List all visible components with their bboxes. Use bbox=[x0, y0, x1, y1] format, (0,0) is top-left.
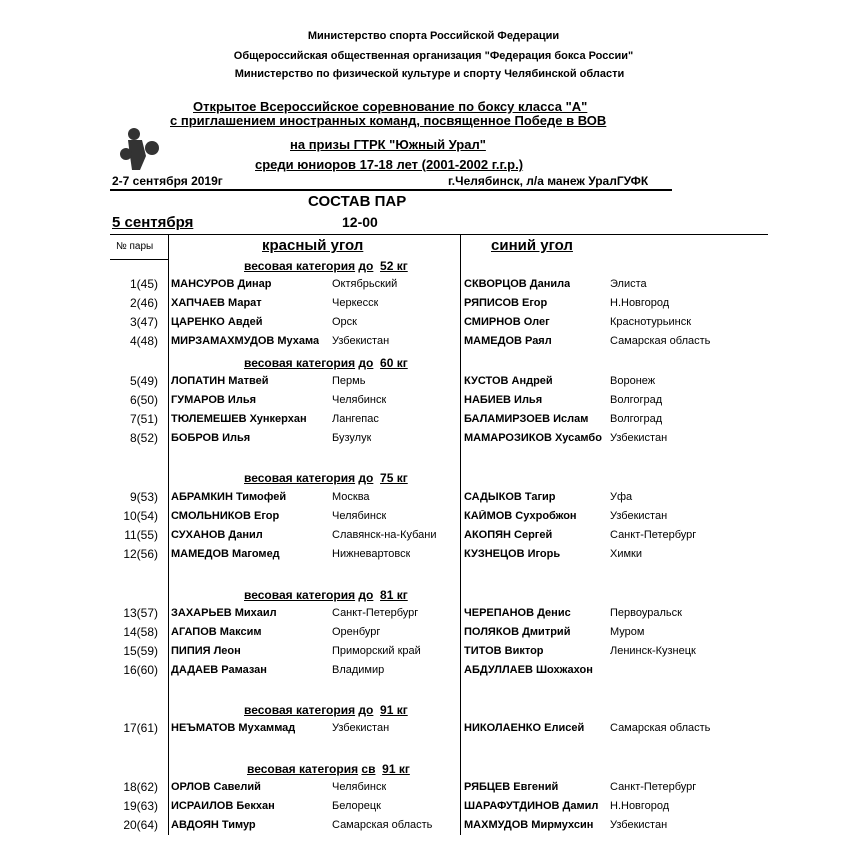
pair-number: 1(45) bbox=[129, 277, 158, 291]
blue-boxer-city: Уфа bbox=[610, 491, 633, 503]
blue-boxer-city: Элиста bbox=[610, 278, 647, 290]
pair-number: 9(53) bbox=[129, 490, 158, 504]
blue-boxer-city: Воронеж bbox=[610, 375, 656, 387]
blue-boxer-name: СКВОРЦОВ Данила bbox=[464, 278, 571, 290]
pair-number: 18(62) bbox=[123, 780, 158, 794]
blue-boxer-city: Муром bbox=[610, 626, 645, 638]
red-boxer-city: Белорецк bbox=[332, 800, 381, 812]
red-boxer-name: МИРЗАМАХМУДОВ Мухама bbox=[171, 335, 320, 347]
red-boxer-name: ЦАРЕНКО Авдей bbox=[171, 316, 263, 328]
category-qualifier: до bbox=[358, 703, 374, 717]
category-qualifier: св bbox=[361, 762, 376, 776]
red-boxer-city: Октябрьский bbox=[332, 278, 398, 290]
red-boxer-name: ХАПЧАЕВ Марат bbox=[171, 297, 262, 309]
blue-boxer-name: ТИТОВ Виктор bbox=[464, 645, 544, 657]
weight-category-header bbox=[244, 259, 408, 273]
red-boxer-city: Славянск-на-Кубани bbox=[332, 529, 437, 541]
red-boxer-name: ЗАХАРЬЕВ Михаил bbox=[171, 607, 277, 619]
red-boxer-city: Санкт-Петербург bbox=[332, 607, 419, 619]
red-boxer-name: АБРАМКИН Тимофей bbox=[171, 491, 287, 503]
blue-boxer-name: РЯБЦЕВ Евгений bbox=[464, 781, 559, 793]
blue-boxer-name: НИКОЛАЕНКО Елисей bbox=[464, 722, 585, 734]
regional-ministry-line: Министерство по физической культуре и спорту Челябинской области bbox=[234, 68, 625, 80]
pair-number: 8(52) bbox=[129, 431, 158, 445]
blue-boxer-name: АКОПЯН Сергей bbox=[464, 529, 553, 541]
blue-boxer-name: СМИРНОВ Олег bbox=[464, 316, 550, 328]
pair-number: 4(48) bbox=[129, 334, 158, 348]
pair-number: 3(47) bbox=[129, 315, 158, 329]
category-qualifier: до bbox=[358, 356, 374, 370]
blue-boxer-name: КУЗНЕЦОВ Игорь bbox=[464, 548, 561, 560]
pair-number: 10(54) bbox=[123, 509, 158, 523]
blue-boxer-name: ЧЕРЕПАНОВ Денис bbox=[464, 607, 571, 619]
category-weight: 52 кг bbox=[380, 259, 408, 273]
red-boxer-city: Бузулук bbox=[332, 432, 372, 444]
pair-number: 14(58) bbox=[123, 625, 158, 639]
red-boxer-name: НЕЪМАТОВ Мухаммад bbox=[171, 722, 296, 734]
blue-corner-header: синий угол bbox=[491, 237, 573, 254]
red-boxer-city: Челябинск bbox=[332, 510, 387, 522]
divider bbox=[110, 259, 168, 260]
blue-boxer-city: Самарская область bbox=[610, 335, 711, 347]
red-boxer-city: Пермь bbox=[332, 375, 366, 387]
blue-boxer-name: ПОЛЯКОВ Дмитрий bbox=[464, 626, 571, 638]
red-boxer-name: ПИПИЯ Леон bbox=[171, 645, 241, 657]
pair-number: 13(57) bbox=[123, 606, 158, 620]
pair-number: 12(56) bbox=[123, 547, 158, 561]
red-boxer-name: МАМЕДОВ Магомед bbox=[171, 548, 280, 560]
column-divider-left bbox=[168, 235, 169, 835]
pair-number: 7(51) bbox=[129, 412, 158, 426]
event-venue: г.Челябинск, л/а манеж УралГУФК bbox=[448, 174, 649, 188]
weight-category-header bbox=[244, 356, 408, 370]
blue-boxer-city: Н.Новгород bbox=[610, 800, 670, 812]
category-prefix: весовая категория bbox=[244, 356, 356, 370]
pair-number-header: № пары bbox=[116, 241, 154, 252]
blue-boxer-city: Санкт-Петербург bbox=[610, 529, 697, 541]
ministry-line: Министерство спорта Российской Федерации bbox=[307, 30, 560, 42]
event-title-3: на призы ГТРК "Южный Урал" bbox=[290, 137, 486, 152]
blue-boxer-name: МАХМУДОВ Мирмухсин bbox=[464, 819, 594, 831]
blue-boxer-city: Узбекистан bbox=[610, 510, 668, 522]
event-dates: 2-7 сентября 2019г bbox=[112, 174, 223, 188]
red-boxer-name: АГАПОВ Максим bbox=[171, 626, 262, 638]
category-weight: 60 кг bbox=[380, 356, 408, 370]
red-boxer-name: МАНСУРОВ Динар bbox=[171, 278, 272, 290]
red-boxer-name: СУХАНОВ Данил bbox=[171, 529, 263, 541]
category-prefix: весовая категория bbox=[244, 588, 356, 602]
category-weight: 81 кг bbox=[380, 588, 408, 602]
weight-category-header bbox=[244, 471, 408, 485]
pair-number: 17(61) bbox=[123, 721, 158, 735]
red-boxer-name: БОБРОВ Илья bbox=[171, 432, 251, 444]
red-boxer-name: ДАДАЕВ Рамазан bbox=[171, 664, 267, 676]
red-boxer-name: АВДОЯН Тимур bbox=[171, 819, 256, 831]
blue-boxer-name: БАЛАМИРЗОЕВ Ислам bbox=[464, 413, 589, 425]
category-qualifier: до bbox=[358, 259, 374, 273]
category-prefix: весовая категория bbox=[247, 762, 359, 776]
red-boxer-city: Орск bbox=[332, 316, 357, 328]
red-boxer-name: ГУМАРОВ Илья bbox=[171, 394, 257, 406]
day-label: 5 сентября bbox=[112, 214, 194, 231]
red-boxer-name: ЛОПАТИН Матвей bbox=[171, 375, 269, 387]
category-qualifier: до bbox=[358, 588, 374, 602]
red-boxer-city: Челябинск bbox=[332, 781, 387, 793]
category-weight: 75 кг bbox=[380, 471, 408, 485]
event-title-4: среди юниоров 17-18 лет (2001-2002 г.г.р.) bbox=[255, 157, 524, 172]
blue-boxer-city: Узбекистан bbox=[610, 819, 668, 831]
red-boxer-city: Оренбург bbox=[332, 626, 381, 638]
red-boxer-name: СМОЛЬНИКОВ Егор bbox=[171, 510, 280, 522]
category-qualifier: до bbox=[358, 471, 374, 485]
blue-boxer-city: Волгоград bbox=[610, 413, 663, 425]
red-boxer-city: Самарская область bbox=[332, 819, 433, 831]
blue-boxer-name: РЯПИСОВ Егор bbox=[464, 297, 548, 309]
divider bbox=[110, 189, 672, 191]
weight-category-header bbox=[244, 588, 408, 602]
category-weight: 91 кг bbox=[380, 703, 408, 717]
red-boxer-name: ОРЛОВ Савелий bbox=[171, 781, 261, 793]
red-boxer-city: Узбекистан bbox=[332, 722, 390, 734]
blue-boxer-city: Первоуральск bbox=[610, 607, 682, 619]
pair-number: 5(49) bbox=[129, 374, 158, 388]
blue-boxer-name: АБДУЛЛАЕВ Шохжахон bbox=[464, 664, 593, 676]
blue-boxer-city: Узбекистан bbox=[610, 432, 668, 444]
blue-boxer-name: МАМЕДОВ Раял bbox=[464, 335, 552, 347]
red-boxer-city: Челябинск bbox=[332, 394, 387, 406]
blue-boxer-city: Химки bbox=[610, 548, 643, 560]
pair-number: 16(60) bbox=[123, 663, 158, 677]
category-weight: 91 кг bbox=[382, 762, 410, 776]
red-boxer-city: Нижневартовск bbox=[332, 548, 411, 560]
category-prefix: весовая категория bbox=[244, 703, 356, 717]
weight-category-header bbox=[244, 703, 408, 717]
pair-number: 11(55) bbox=[124, 528, 158, 542]
column-divider-right bbox=[460, 235, 461, 835]
blue-boxer-name: САДЫКОВ Тагир bbox=[464, 491, 556, 503]
blue-boxer-city: Волгоград bbox=[610, 394, 663, 406]
blue-boxer-name: ШАРАФУТДИНОВ Дамил bbox=[464, 800, 599, 812]
pair-number: 15(59) bbox=[123, 644, 158, 658]
category-prefix: весовая категория bbox=[244, 471, 356, 485]
red-boxer-city: Владимир bbox=[332, 664, 385, 676]
blue-boxer-name: КАЙМОВ Сухробжон bbox=[464, 510, 577, 522]
federation-line: Общероссийская общественная организация "Федерация бокса России" bbox=[233, 50, 634, 62]
red-boxer-city: Черкесск bbox=[332, 297, 379, 309]
pair-number: 2(46) bbox=[129, 296, 158, 310]
blue-boxer-name: НАБИЕВ Илья bbox=[464, 394, 543, 406]
red-corner-header: красный угол bbox=[262, 237, 364, 254]
blue-boxer-city: Ленинск-Кузнецк bbox=[610, 645, 696, 657]
category-prefix: весовая категория bbox=[244, 259, 356, 273]
red-boxer-city: Узбекистан bbox=[332, 335, 390, 347]
table-top-border bbox=[110, 234, 768, 235]
blue-boxer-name: КУСТОВ Андрей bbox=[464, 375, 553, 387]
weight-category-header bbox=[247, 762, 410, 776]
event-title-1: Открытое Всероссийское соревнование по боксу класса "А" bbox=[193, 99, 588, 114]
blue-boxer-city: Самарская область bbox=[610, 722, 711, 734]
pair-number: 20(64) bbox=[123, 818, 158, 832]
blue-boxer-name: МАМАРОЗИКОВ Хусамбо bbox=[464, 432, 602, 444]
pair-number: 19(63) bbox=[123, 799, 158, 813]
boxer-logo-icon bbox=[118, 126, 163, 172]
blue-boxer-city: Санкт-Петербург bbox=[610, 781, 697, 793]
red-boxer-city: Москва bbox=[332, 491, 370, 503]
red-boxer-name: ИСРАИЛОВ Бекхан bbox=[171, 800, 275, 812]
blue-boxer-city: Краснотурьинск bbox=[610, 316, 692, 328]
event-title-2: с приглашением иностранных команд, посвященное Победе в ВОВ bbox=[170, 113, 607, 128]
red-boxer-city: Лангепас bbox=[332, 413, 379, 425]
red-boxer-city: Приморский край bbox=[332, 645, 421, 657]
document-title: СОСТАВ ПАР bbox=[308, 193, 407, 210]
blue-boxer-city: Н.Новгород bbox=[610, 297, 670, 309]
pair-number: 6(50) bbox=[129, 393, 158, 407]
start-time: 12-00 bbox=[342, 214, 378, 230]
red-boxer-name: ТЮЛЕМЕШЕВ Хункерхан bbox=[171, 413, 307, 425]
